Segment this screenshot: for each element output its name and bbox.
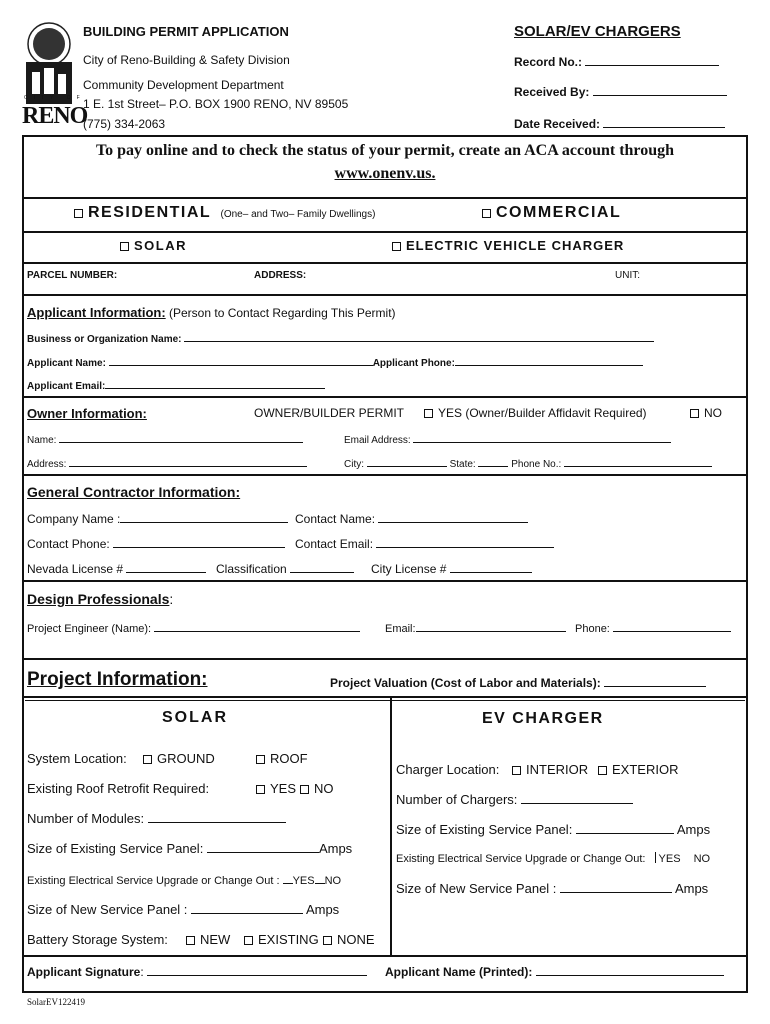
logo-reno-text: RENO (22, 103, 88, 129)
ground-label: GROUND (157, 751, 215, 766)
ev-upgrade-yes[interactable]: YES (658, 853, 681, 865)
received-by-field[interactable] (514, 85, 727, 99)
solar-service-panel-amps: Amps (318, 841, 353, 856)
interior-option[interactable] (512, 762, 588, 777)
divider (22, 474, 748, 476)
company-name-label: Company Name : (27, 512, 121, 526)
owner-address-label: Address: (27, 459, 67, 470)
applicant-name-field[interactable] (27, 355, 643, 369)
divider (22, 396, 748, 398)
solar-new-panel-field[interactable] (27, 902, 339, 917)
battery-none-label: NONE (337, 932, 375, 947)
engineer-email-field[interactable] (385, 621, 566, 635)
divider (22, 580, 748, 582)
business-name-field[interactable] (27, 331, 654, 345)
applicant-name-label: Applicant Name: (27, 358, 106, 369)
company-name-field[interactable] (27, 512, 288, 526)
battery-new-option[interactable] (186, 932, 230, 947)
owner-name-field[interactable] (27, 432, 303, 446)
divider (22, 955, 748, 957)
owner-builder-no-option[interactable] (690, 406, 722, 420)
battery-existing-checkbox[interactable] (244, 936, 253, 945)
contact-phone-label: Contact Phone: (27, 537, 110, 551)
retrofit-yes-label: YES (270, 781, 297, 796)
engineer-name-label: Project Engineer (Name): (27, 623, 152, 635)
interior-label: INTERIOR (526, 762, 589, 777)
divider (22, 294, 748, 296)
applicant-printed-name-field[interactable] (385, 965, 724, 979)
retrofit-yes-option[interactable] (256, 781, 296, 796)
logo-small-text: CITY OF (24, 95, 86, 101)
exterior-checkbox[interactable] (598, 766, 607, 775)
ev-service-panel-field[interactable] (396, 822, 710, 837)
residential-option[interactable] (74, 204, 375, 222)
battery-new-checkbox[interactable] (186, 936, 195, 945)
frame-top (22, 135, 748, 137)
roof-option[interactable] (256, 751, 308, 766)
solar-upgrade-label: Existing Electrical Service Upgrade or Change Out : (27, 875, 280, 887)
online-notice-link[interactable]: www.onenv.us. (334, 165, 436, 182)
charger-location-label: Charger Location: (396, 762, 500, 777)
contact-name-field[interactable] (295, 512, 528, 526)
commercial-label: COMMERCIAL (496, 204, 622, 221)
department: Community Development Department (83, 78, 284, 92)
owner-email-label: Email Address: (344, 435, 411, 446)
divider (22, 262, 748, 264)
roof-checkbox[interactable] (256, 755, 265, 764)
city-division: City of Reno-Building & Safety Division (83, 53, 290, 67)
interior-checkbox[interactable] (512, 766, 521, 775)
business-name-label: Business or Organization Name: (27, 334, 182, 345)
parcel-address-field[interactable]: ADDRESS: (254, 270, 307, 281)
battery-new-label: NEW (200, 932, 231, 947)
divider (22, 658, 748, 660)
city-license-label: City License # (371, 562, 447, 576)
contact-email-label: Contact Email: (295, 537, 374, 551)
applicant-email-field[interactable] (27, 378, 325, 392)
owner-heading: Owner Information: (27, 406, 147, 421)
ev-new-panel-amps: Amps (674, 881, 709, 896)
ev-service-panel-amps: Amps (676, 822, 711, 837)
system-location-label: System Location: (27, 751, 127, 766)
date-received-field[interactable] (514, 117, 725, 131)
divider (22, 231, 748, 233)
city-license-field[interactable] (371, 562, 532, 576)
owner-builder-yes-label: YES (Owner/Builder Affidavit Required) (438, 406, 647, 420)
residential-note: (One– and Two– Family Dwellings) (220, 209, 376, 220)
contact-phone-field[interactable] (27, 537, 285, 551)
owner-name-label: Name: (27, 435, 57, 446)
applicant-heading (27, 305, 396, 320)
ev-new-panel-label: Size of New Service Panel : (396, 881, 557, 896)
exterior-option[interactable] (598, 762, 678, 777)
design-heading-label: Design Professionals (27, 591, 170, 607)
ev-label: ELECTRIC VEHICLE CHARGER (406, 238, 625, 253)
project-valuation-field[interactable] (330, 676, 706, 690)
owner-address-field[interactable] (27, 456, 307, 470)
form-header-title: BUILDING PERMIT APPLICATION (83, 24, 289, 39)
applicant-phone-label: Applicant Phone: (372, 358, 455, 369)
solar-column-heading: SOLAR (162, 709, 228, 726)
project-valuation-label: Project Valuation (Cost of Labor and Materials): (330, 676, 601, 690)
residential-label: RESIDENTIAL (88, 204, 212, 221)
ev-upgrade-field[interactable] (396, 852, 710, 865)
applicant-heading-note: (Person to Contact Regarding This Permit) (165, 306, 396, 320)
residential-checkbox[interactable] (74, 209, 83, 218)
solar-checkbox[interactable] (120, 242, 129, 251)
frame-bottom (22, 991, 748, 993)
applicant-signature-label: Applicant Signature (27, 965, 141, 979)
retrofit-no-option[interactable] (300, 781, 334, 796)
retrofit-label: Existing Roof Retrofit Required: (27, 781, 210, 796)
record-no-field[interactable] (514, 55, 719, 69)
owner-builder-no-checkbox[interactable] (690, 409, 699, 418)
owner-phone-label: Phone No.: (511, 459, 562, 470)
parcel-number-field[interactable]: PARCEL NUMBER: (27, 270, 118, 281)
commercial-option[interactable] (482, 204, 621, 222)
owner-city-label: City: (344, 459, 364, 470)
section-inner-line (25, 700, 745, 701)
contact-name-label: Contact Name: (295, 512, 376, 526)
ground-checkbox[interactable] (143, 755, 152, 764)
divider (22, 696, 748, 698)
solar-new-panel-label: Size of New Service Panel : (27, 902, 188, 917)
modules-field[interactable] (27, 811, 286, 826)
solar-upgrade-yes[interactable]: YES (292, 875, 315, 887)
owner-city-field[interactable] (344, 456, 712, 470)
form-id: SolarEV122419 (27, 997, 85, 1007)
contact-email-field[interactable] (295, 537, 554, 551)
online-notice-line1: To pay online and to check the status of your permit, create an ACA account through (95, 142, 675, 159)
design-heading: Design Professionals: (27, 591, 174, 607)
applicant-heading-label: Applicant Information: (27, 305, 166, 320)
city-phone: (775) 334-2063 (83, 117, 166, 131)
project-heading: Project Information: (27, 669, 208, 690)
classification-field[interactable] (216, 562, 354, 576)
ev-checkbox[interactable] (392, 242, 401, 251)
ev-column-heading: EV CHARGER (482, 710, 604, 727)
solar-option[interactable] (120, 238, 187, 253)
ev-upgrade-label: Existing Electrical Service Upgrade or Change Out: (396, 853, 646, 865)
chargers-label: Number of Chargers: (396, 792, 518, 807)
solar-label: SOLAR (134, 238, 187, 253)
ev-service-panel-label: Size of Existing Service Panel: (396, 822, 573, 837)
form-title: SOLAR/EV CHARGERS (514, 23, 681, 40)
classification-label: Classification (216, 562, 287, 576)
owner-state-label: State: (449, 459, 476, 470)
modules-label: Number of Modules: (27, 811, 145, 826)
exterior-label: EXTERIOR (612, 762, 679, 777)
date-received-label: Date Received: (514, 117, 601, 131)
engineer-email-label: Email: (385, 623, 416, 635)
chargers-field[interactable] (396, 792, 633, 807)
ev-upgrade-no[interactable]: NO (693, 853, 711, 865)
battery-label: Battery Storage System: (27, 932, 168, 947)
owner-email-field[interactable] (344, 432, 671, 446)
ground-option[interactable] (143, 751, 215, 766)
applicant-email-label: Applicant Email: (27, 381, 106, 392)
city-address: 1 E. 1st Street– P.O. BOX 1900 RENO, NV 89505 (83, 97, 349, 111)
solar-upgrade-no[interactable]: NO (324, 875, 342, 887)
contractor-heading: General Contractor Information: (27, 484, 241, 500)
ev-option[interactable] (392, 238, 624, 253)
retrofit-no-label: NO (314, 781, 334, 796)
solar-service-panel-label: Size of Existing Service Panel: (27, 841, 204, 856)
applicant-signature-field[interactable]: Applicant Signature: (27, 965, 367, 979)
nevada-license-label: Nevada License # (27, 562, 124, 576)
owner-builder-yes-option[interactable] (424, 406, 647, 420)
owner-builder-yes-checkbox[interactable] (424, 409, 433, 418)
engineer-phone-field[interactable] (575, 621, 731, 635)
battery-existing-label: EXISTING (258, 932, 319, 947)
divider (22, 197, 748, 199)
owner-builder-label: OWNER/BUILDER PERMIT (254, 406, 405, 420)
received-by-label: Received By: (514, 85, 590, 99)
commercial-checkbox[interactable] (482, 209, 491, 218)
owner-builder-no-label: NO (704, 406, 722, 420)
roof-label: ROOF (270, 751, 308, 766)
engineer-phone-label: Phone: (575, 623, 610, 635)
column-divider (390, 698, 392, 956)
applicant-printed-name-label: Applicant Name (Printed): (385, 965, 533, 979)
solar-new-panel-amps: Amps (305, 902, 340, 917)
battery-existing-option[interactable] (244, 932, 319, 947)
ev-new-panel-field[interactable] (396, 881, 708, 896)
retrofit-no-checkbox[interactable] (300, 785, 309, 794)
retrofit-yes-checkbox[interactable] (256, 785, 265, 794)
engineer-name-field[interactable] (27, 621, 360, 635)
record-no-label: Record No.: (514, 55, 583, 69)
unit-field[interactable]: UNIT: (615, 270, 640, 281)
battery-none-option[interactable] (323, 932, 375, 947)
nevada-license-field[interactable] (27, 562, 206, 576)
battery-none-checkbox[interactable] (323, 936, 332, 945)
solar-upgrade-field[interactable] (27, 873, 341, 887)
solar-service-panel-field[interactable] (27, 841, 352, 856)
